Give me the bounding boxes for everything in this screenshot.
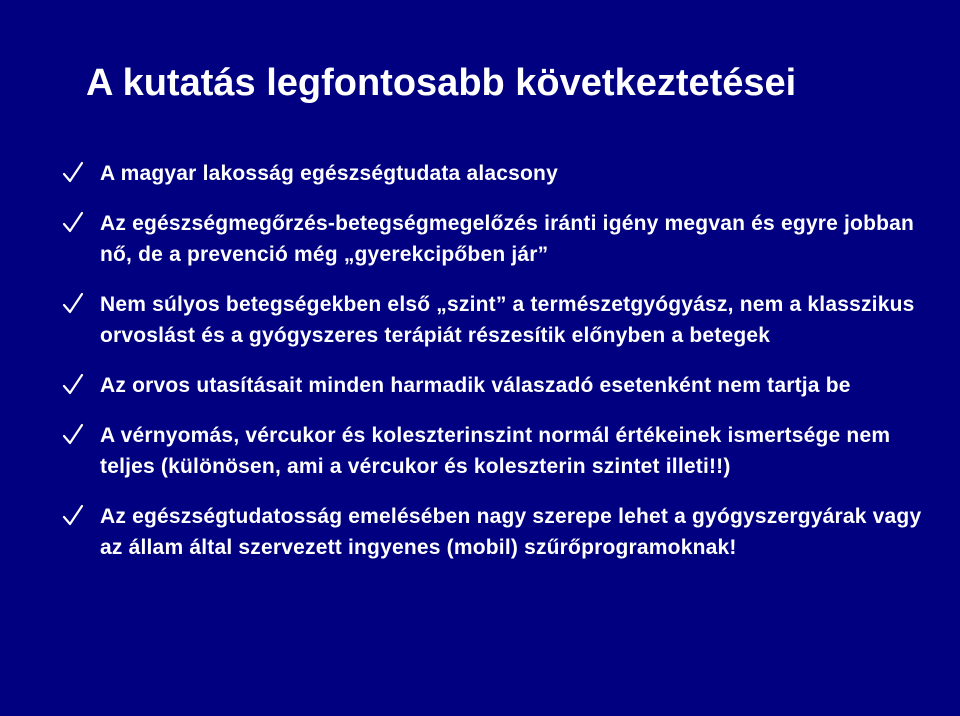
bullet-item: [62, 158, 932, 189]
check-icon: [62, 160, 84, 186]
bullet-item: [62, 420, 932, 482]
bullet-item: [62, 208, 932, 270]
bullet-text: A magyar lakosság egészségtudata alacsony: [100, 162, 558, 185]
check-icon: [62, 291, 84, 317]
bullet-text: Az egészségmegőrzés-betegségmegelőzés iránti igény megvan és egyre jobban nő, de a prevenció még „gyerekcipőben jár”: [100, 212, 915, 266]
bullet-item: [62, 370, 932, 401]
check-icon: [62, 503, 84, 529]
check-icon: [62, 422, 84, 448]
bullet-text: A vérnyomás, vércukor és koleszterinszint normál értékeinek ismertsége nem teljes (különösen, ami a vércukor és koleszterin szintet illeti!!): [100, 424, 891, 478]
bullet-text: Nem súlyos betegségekben első „szint” a természetgyógyász, nem a klasszikus orvoslást és a gyógyszeres terápiát részesítik előnyben a betegek: [100, 293, 915, 347]
check-icon: [62, 372, 84, 398]
bullet-item: [62, 289, 932, 351]
check-icon: [62, 210, 84, 236]
bullet-text: Az egészségtudatosság emelésében nagy szerepe lehet a gyógyszergyárak vagy az állam által szervezett ingyenes (mobil) szűrőprogramoknak!: [100, 505, 922, 559]
bullet-list: [62, 158, 932, 582]
bullet-text: Az orvos utasításait minden harmadik válaszadó esetenként nem tartja be: [100, 374, 851, 397]
bullet-item: [62, 501, 932, 563]
slide-title: A kutatás legfontosabb következtetései: [86, 62, 797, 104]
